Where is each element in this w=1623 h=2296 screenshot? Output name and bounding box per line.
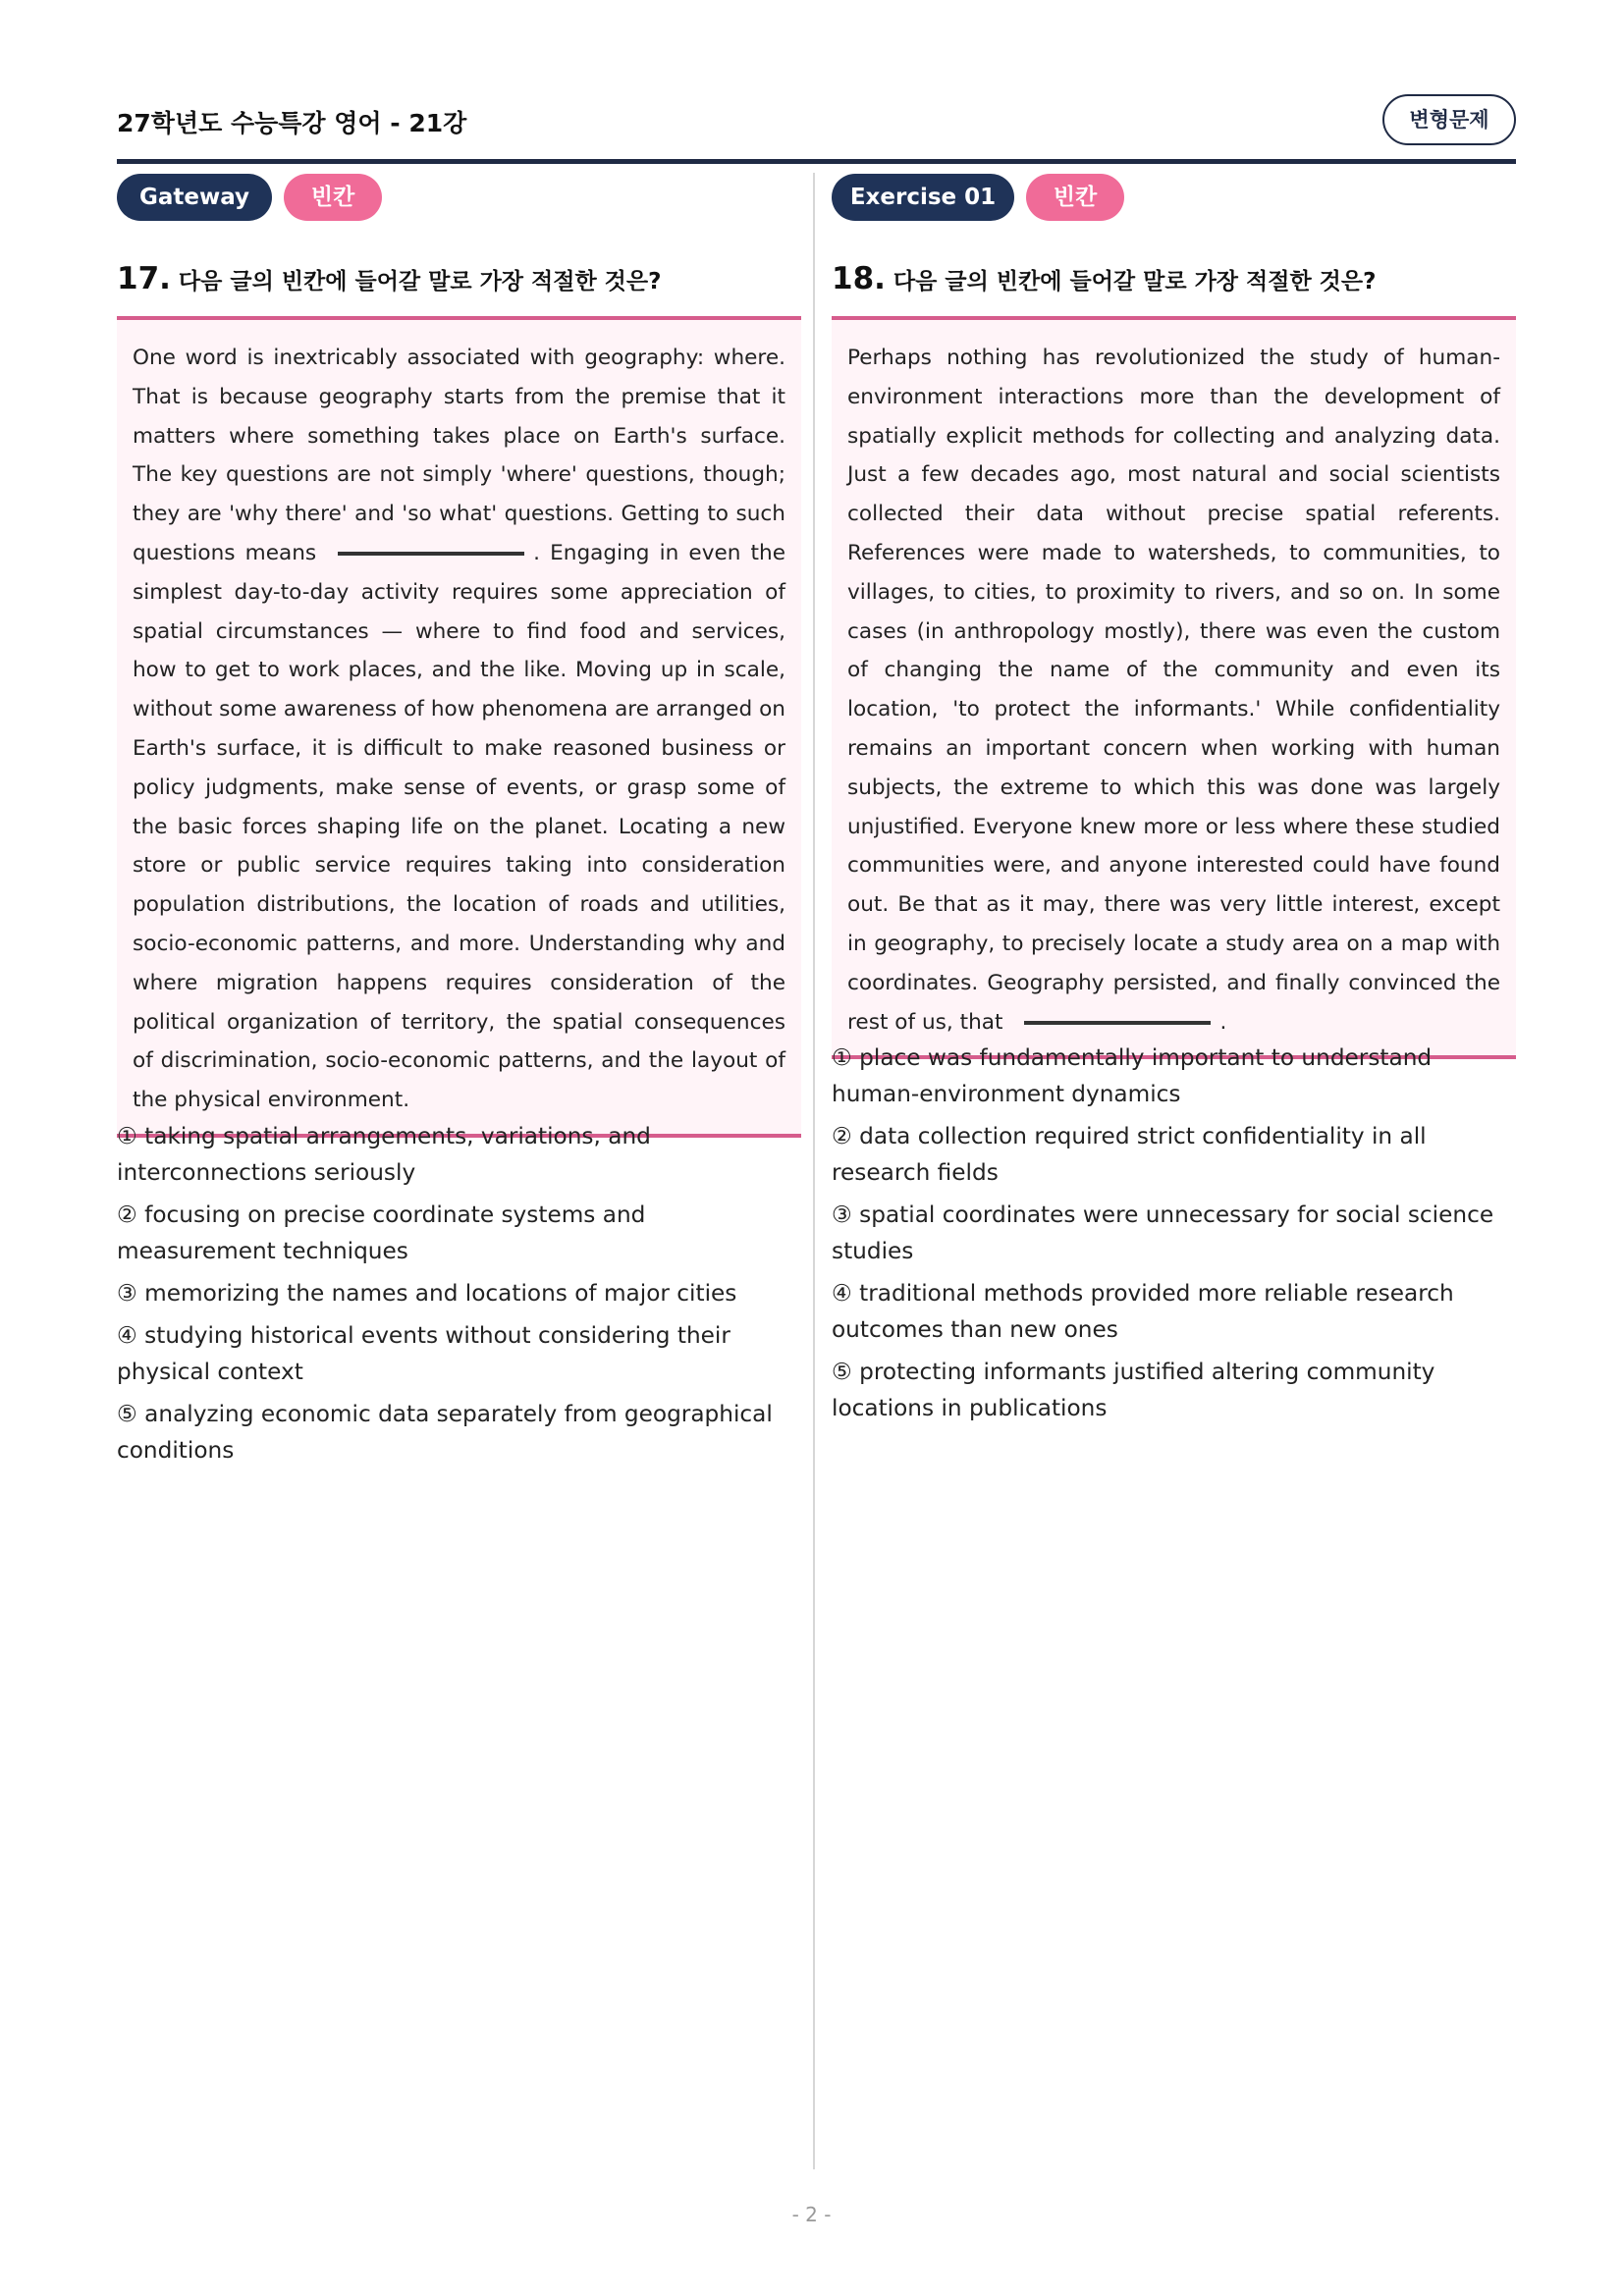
right-tags: [832, 174, 1516, 221]
page-number: - 2 -: [791, 2203, 832, 2226]
page-header: [117, 94, 1516, 164]
passage-text-after: .: [1219, 1009, 1227, 1035]
right-column: [832, 174, 1516, 1421]
answer-blank: [338, 552, 524, 556]
passage-text-after: . Engaging in even the simplest day-to-day activity requires some appreciation of spatial circumstances — where to find food and services, how to get to work places, and the like. Moving up in scale, without some awareness of how phenomena are arranged on Earth's surface, it is difficult to make reasoned business or policy judgments, make sense of events, or grasp some of the basic forces shaping life on the planet. Locating a new store or public service requires taking into consideration population distributions, the location of roads and utilities, socio-economic patterns, and more. Understanding why and where migration happens requires consideration of the political organization of territory, the spatial consequences of discrimination, socio-economic patterns, and the layout of the physical environment.: [133, 540, 785, 1113]
passage-text-before: One word is inextricably associated with geography: where. That is because geography starts from the premise that it matters where something takes place on Earth's surface. The key questions are not simply 'where' questions, though; they are 'why there' and 'so what' questions. Getting to such questions means: [133, 346, 785, 565]
left-column: [117, 174, 801, 1464]
option-2[interactable]: ② focusing on precise coordinate systems and measurement techniques: [117, 1201, 646, 1264]
passage-17: [117, 316, 801, 1138]
question-text: 다음 글의 빈칸에 들어갈 말로 가장 적절한 것은?: [178, 269, 662, 294]
exercise-tag: Exercise 01: [832, 174, 1014, 221]
question-number: 17.: [117, 261, 171, 296]
column-divider: [813, 173, 815, 2169]
blank-type-tag: 빈칸: [284, 174, 382, 221]
options-17: [117, 1118, 801, 1474]
option-3[interactable]: ③ spatial coordinates were unnecessary for social science studies: [832, 1201, 1494, 1264]
option-4[interactable]: ④ traditional methods provided more reliable research outcomes than new ones: [832, 1280, 1454, 1343]
question-18: [832, 261, 1516, 296]
option-3[interactable]: ③ memorizing the names and locations of major cities: [117, 1280, 737, 1307]
question-number: 18.: [832, 261, 886, 296]
question-17: [117, 261, 801, 296]
answer-blank: [1024, 1021, 1211, 1025]
gateway-tag: Gateway: [117, 174, 272, 221]
question-text: 다음 글의 빈칸에 들어갈 말로 가장 적절한 것은?: [893, 269, 1377, 294]
header-title: 27학년도 수능특강 영어 - 21강: [117, 109, 467, 137]
blank-type-tag: 빈칸: [1026, 174, 1124, 221]
option-4[interactable]: ④ studying historical events without considering their physical context: [117, 1322, 730, 1385]
option-5[interactable]: ⑤ analyzing economic data separately from geographical conditions: [117, 1401, 773, 1464]
option-1[interactable]: ① place was fundamentally important to understand human-environment dynamics: [832, 1044, 1433, 1107]
option-2[interactable]: ② data collection required strict confidentiality in all research fields: [832, 1123, 1427, 1186]
option-5[interactable]: ⑤ protecting informants justified altering community locations in publications: [832, 1359, 1435, 1421]
passage-text-before: Perhaps nothing has revolutionized the study of human-environment interactions more than the development of spatially explicit methods for collecting and analyzing data. Just a few decades ago, most natural and social scientists collected their data without precise spatial referents. References were made to watersheds, to communities, to villages, to cities, to proximity to rivers, and so on. In some cases (in anthropology mostly), there was even the custom of changing the name of the community and even its location, 'to protect the informants.' While confidentiality remains an important concern when working with human subjects, the extreme to which this was done was largely unjustified. Everyone knew more or less where these studied communities were, and anyone interested could have found out. Be that as it may, there was very little interest, except in geography, to precisely locate a study area on a map with coordinates. Geography persisted, and finally convinced the rest of us, that: [847, 346, 1500, 1035]
options-18: [832, 1040, 1516, 1432]
variant-badge: 변형문제: [1382, 94, 1516, 145]
left-tags: [117, 174, 801, 221]
passage-18: [832, 316, 1516, 1059]
option-1[interactable]: ① taking spatial arrangements, variations, and interconnections seriously: [117, 1123, 651, 1186]
